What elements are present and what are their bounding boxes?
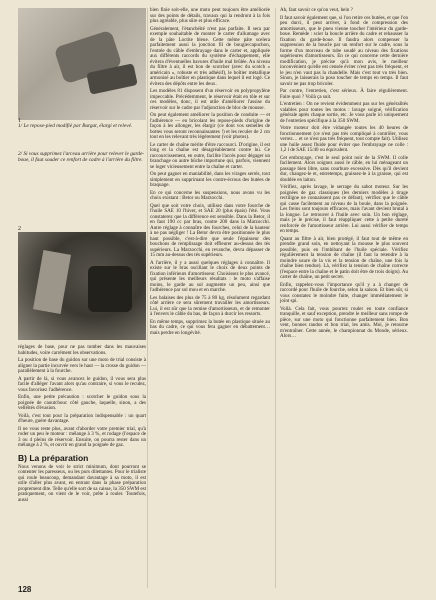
frame-reinforcement-photo — [18, 232, 146, 340]
column-3 — [280, 8, 408, 342]
caption-2: 2/ Si vous supprimez l'arceau arrière pour relever le garde-boue, il faut souder ce renfort de cadre à l'arrière du filtre. — [18, 151, 145, 163]
paragraph: On peut également améliorer la position de conduite — et l'adhérence — en bricolant les repose-pieds d'origine de façon à les allonger, les élargir (ce dont vos semelles de bottes vous seront reconnaissantes !) et les reculer de 2 cm tout en les relevant très légèrement (voir photos). — [150, 112, 270, 140]
paragraph: bien finie soit-elle, une moto peut toujours être améliorée sur des points de détails, travaux qui la rendront à la fois plus agréable, plus sûre et plus efficace. — [150, 7, 270, 24]
paragraph: Par contre, l'entretien, c'est sérieux. À faire régulièrement. Faire quoi ? Voilà ça suit. — [280, 88, 408, 100]
paragraph: Quant au filtre à air, bien protégé, il faut tout de même en prendre grand soin, en nettoyant la mousse le plus souvent possible, puis en l'imbibant de l'huile spéciale. Vérifiez régulièrement la tension de chaîne (il faut la retendre à la moindre usure de la vis et la tension de chaîne, une fois la chaîne bien tendue). Là, vérifiez la tension de chaîne correcte (l'espace entre la chaîne et le patin doit être de trois doigts). Au carter de chaîne, un petit secret. — [280, 235, 408, 280]
page-number: 128 — [18, 585, 32, 594]
paragraph: L'entretien : On ne revient évidemment pas sur les généralités valables pour toutes les motos : lavage soigné, vérification générale après chaque sortie, etc. Je vous parle ici uniquement de l'entretien spécifique à la 350 SWM. — [280, 101, 408, 124]
column-2 — [150, 8, 270, 338]
paragraph: Enfin, une petite précaution : scotcher le guidon sous la poignée de caoutchouc côté gauche, laquelle, sinon, a des velléités d'évasion. — [18, 394, 146, 411]
paragraph: Enfin, rappelez-vous l'importance qu'il y a à changer de raccordé pour l'huile de fourche, selon la saison. Et bien sûr, si vous constatez le moindre fuite, changer immédiatement le joint spi. — [280, 281, 408, 304]
footrest-photo — [18, 8, 146, 120]
paragraph: Le carter de chaîne mérite d'être raccourci. D'origine, il est long et la chaîne est désagréablement contre lui. Ce raccourcissement, en outre, facilite l'accès pour dégager un branchage ou autre bûche importune qui, parfois, viennent se loger vicieusement entre la chaîne et carter. — [150, 141, 270, 170]
paragraph: Les balaises des plus de 75 à 80 kg, résolument regardant côté arrière ce sera sûrement travailler les amortisseurs. Lui, il est sûr que la remise d'amortisseurs, et de remonter à l'envers le câble du bas, de façon à durcir les ressorts. — [150, 294, 270, 317]
paragraph: Généralement, l'étanchéité n'est pas parfaite. Il sera par exemple souhaitable de monter le carter d'allumage avec de la pâte Loctite bleue. Cette même pâte scelera parfaitement aussi la jonction fil de bougie/capuchon, l'entrée du câble d'embrayage dans le carter et, appliquée aux différents raccords du système d'échappement, elle évitera d'éventuelles bavures d'huile mal brûlée. Au niveau du filtre à air, il est bon de scotcher (avec du scotch « américain », robuste et très adhésif), le boîtier métallique armonisé au boîtier en plastique dans lequel il est logé. Ce évitera des dépôts entre les deux. — [150, 25, 270, 87]
caption-number-1: 1 — [18, 118, 21, 124]
paragraph: La position de base du guidon sur une moto de trial consiste à aligner la partie incurvée vers le haut — la crosse du guidon — parallèlement à la fourche. — [18, 357, 146, 374]
paragraph: Votre moteur doit être vidangée toutes les 40 heures de fonctionnement (ce n'est pas très compliqué à contrôler, vous verrez… et ce n'est pas très fréquent, tout compte fait). Utilisez une huile assez fluide pour éviter que l'embrayage ne colle : 1,2 l de SAE 15/40 ou équivalent. — [280, 125, 408, 153]
paragraph: Ah, faut savoir ce qu'on veut, hein ? — [280, 7, 353, 13]
column-1 — [18, 345, 146, 505]
paragraph: A partir de là, si vous avancez le guidon, il vous sera plus facile d'alléger l'avant alors qu'au contraire, si vous le reculez, vous favorisez l'adhérence. — [18, 375, 146, 393]
frame-tube-shape — [33, 250, 71, 314]
caption-number-2: 2 — [18, 226, 21, 232]
caption-1: 1/ Le repose-pied modifié par Burgat, élargi et relevé. — [18, 123, 133, 129]
paragraph: En même temps, supprimez la butée en plastique située au bas du cadre, ce qui vous fera gagner en débattement… mais perdre en longévité. — [150, 318, 270, 336]
paragraph: Vérifiez, après lavage, le serrage du sabot moteur. Sur les poignées de gaz classiques (les derniers modèles à tirage rectiligne ne connaissent pas ce défaut), vérifiez que le câble qui casse facilement au niveau de la boule, dans la poignée. Les freins sont toujours efficaces, mais l'avant devient brutal à la longue. Le retrouver à l'huile avec soin. Un bon réglage, mais je le précise, il faut réappliquer cette à petite dureté renforcée de l'amortisseur arrière. Lui aussi vérifier de temps en temps. — [280, 184, 408, 234]
paragraph: En ce qui concerne les suspensions, nous avons vu les choix existant : Betor ou Marzocchi. — [150, 189, 270, 201]
column-divider-2 — [275, 8, 276, 588]
paragraph: Les modèles 81 disposent d'un réservoir en polypropylène impeccable. Précédemment, le réservoir était en tôle et sur ces modèles, donc, il est utile d'améliorer l'assise du réservoir sur le cadre par l'adjonction de bloc de mousse. — [150, 88, 270, 111]
paragraph: Cet embrayage, c'est le seul point noir de la SWM. Il colle facilement. Alors soignez aussi le câble, en lui ménageant un passage bien libre, sans courbure excessive. Dès qu'il devient dur, changez-le et, entretemps, graissez-le à la graisse, qui est doublée en laiton. — [280, 154, 408, 183]
paragraph: réglages de base, pour ne pas tomber dans les mauvaises habitudes, voire carrément les observations. — [18, 344, 146, 356]
shock-absorber-shape — [88, 266, 132, 312]
paragraph: Voilà. Cela fait, vous pourrez rouler en toute confiance tranquille, et sauf exception, prendre le meilleur sans rompe de pièce, sur une moto qui fonctionne parfaitement bien. Bon vent, bonnes randos et bon trial, les amis. Moi, je retourne m'entraîner. Cette année, le championnat du Monde, sérieux. Alors… — [280, 305, 408, 339]
paragraph: A l'arrière, il y a aussi quelques réglages à connaître. Il existe sur le bras oscillant le choix de deux points de fixation inférieurs d'amortisseur. Choisissez le plus avancé, qui présente les meilleurs résultats : le moto s'affaise moins, le garde au sol augmente un peu, ainsi que l'adhérence par sol mou et en marche. — [150, 259, 270, 293]
paragraph: Voilà, c'est tout pour la préparation indispensable : un quart d'heure, guère davantage. — [18, 412, 146, 424]
section-heading: B) La préparation — [18, 452, 89, 463]
paragraph: Il faut savoir également que, si l'on retire ces butées, et que l'on peu durci, il peut arriver, à fond de compression des amortisseurs, que le pneu vienne toucher l'intérieur du garde-boue. Remède : scier la boucle arrière du cadre et rehausser la fixation du garde-boue. Il faudra alors compenser la suppression de la boucle par un renfort sur le cadre, sous la forme d'un morceau de tube soudé au niveau des fixations supérieures d'amortisseurs. En ce qui concerne cette dernière modification, je précise qu'à mon avis, le meilleur inconvénient qu'elle est censée éviter n'est pas très fréquent, et le jeu n'en vaut pas la chandelle. Mais c'est tout vu très bien. Sinon, je laisserais la poso toucher de temps en temps. Il faut savoir ne pas trop bricoler. — [280, 14, 408, 87]
paragraph: On peut gagner en maniabilité, dans les virages serrés, tout simplement en supprimant les contre-écrous des butées de braquage. — [150, 171, 270, 188]
paragraph: Quel que soit votre choix, utilisez dans votre fourche de l'huile SAE 10 l'hiver, et SAE 20 (plus épais) l'été. Vous constaterez que la différence est sensible. Dans la Betor, il en faut 190 cc par bras, contre 200 dans la Marzocchi. Autre réglage à connaître des fourches, celui de la hauteur à ne pas négliger ! La Betor devra être positionnée le plus haut possible, c'est-à-dire que seule l'épaisseur des bouchons de remplissage doit effleurer au-dessus des tés supérieurs. La Marzocchi, en revanche, devra dépasser de 15 mm au-dessus des tés supérieurs. — [150, 202, 270, 258]
paragraph: Nous venons de voir le strict minimum, dont pourront se contenter les paresseux, ou les purs dilettantes. Pour le trialiste qui roule beaucoup, demandant davantage à sa moto, il est utile d'aller plus avant, en entrant dans la phase préparation proprement dite. Telle qu'elle sort de sa caisse, la 350 SWM est pratiquement, on vient de le voir, prête à rouler. Toutefois, aussi — [18, 463, 146, 503]
column-divider-1 — [147, 8, 148, 588]
paragraph: Il ne vous reste plus, avant d'aborder votre premier trial, qu'à roder un peu le moteur : mélange à 3 %, et rodage (l'espace de 3 ou 4 pleins de réservoir. Ensuite, on pourra rester dans un mélange à 2 %, et ouvrir en grand la poignée de gaz. — [18, 425, 146, 448]
